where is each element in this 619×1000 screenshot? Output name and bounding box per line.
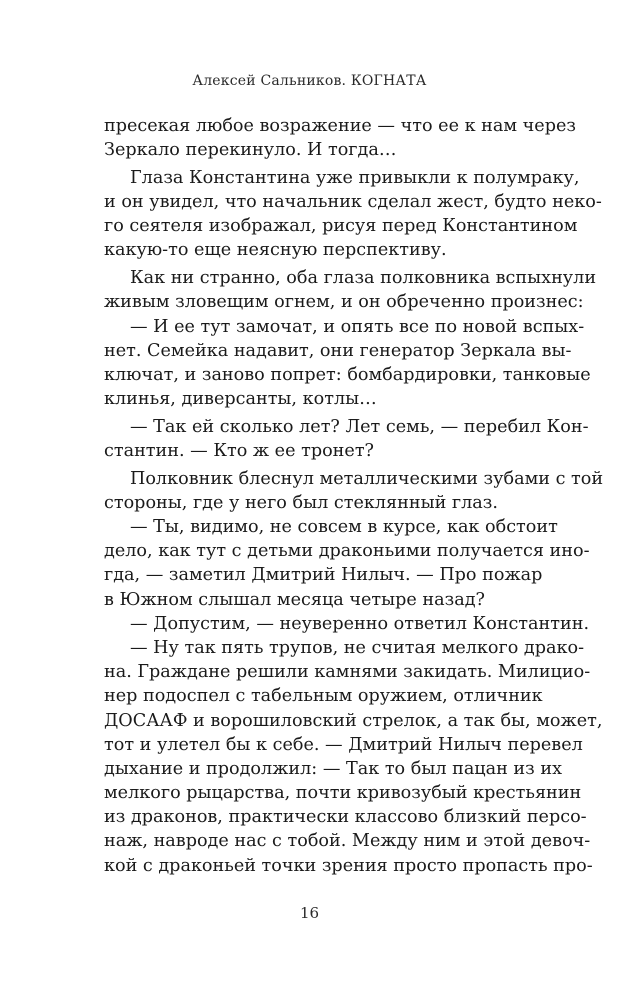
text-line: нер подоспел с табельным оружием, отличник xyxy=(104,686,543,707)
text-line: — Ну так пять трупов, не считая мелкого драко- xyxy=(130,637,585,658)
text-line: стороны, где у него был стеклянный глаз. xyxy=(104,492,498,513)
text-line: в Южном слышал месяца четыре назад? xyxy=(104,589,485,610)
text-line: кой с драконьей точки зрения просто пропасть про- xyxy=(104,855,593,876)
text-line: Полковник блеснул металлическими зубами с той xyxy=(130,468,604,489)
text-line: ДОСААФ и ворошиловский стрелок, а так бы, может, xyxy=(104,710,603,731)
text-line: нет. Семейка надавит, они генератор Зеркала вы- xyxy=(104,340,572,361)
body-text xyxy=(104,114,604,878)
text-line: Зеркало перекинуло. И тогда… xyxy=(104,140,397,161)
text-line: из драконов, практически классово близкий персо- xyxy=(104,807,587,828)
text-line: гда, — заметил Дмитрий Нилыч. — Про пожар xyxy=(104,565,543,586)
text-line: Как ни странно, оба глаза полковника вспыхнули xyxy=(130,268,597,289)
text-line: Глаза Константина уже привыкли к полумраку, xyxy=(130,167,580,188)
text-line: наж, навроде нас с тобой. Между ним и этой девоч- xyxy=(104,831,591,852)
text-line: — И ее тут замочат, и опять все по новой вспых- xyxy=(130,316,585,337)
text-line: и он увидел, что начальник сделал жест, будто неко- xyxy=(104,192,602,213)
text-line: клинья, диверсанты, котлы… xyxy=(104,389,377,410)
text-line: дело, как тут с детьми драконьими получается ино- xyxy=(104,541,590,562)
text-line: дыхание и продолжил: — Так то был пацан из их xyxy=(104,758,562,779)
text-line: го сеятеля изображал, рисуя перед Константином xyxy=(104,216,578,237)
text-line: пресекая любое возражение — что ее к нам через xyxy=(104,116,576,136)
text-line: тот и улетел бы к себе. — Дмитрий Нилыч перевел xyxy=(104,734,583,755)
page-number: 16 xyxy=(299,904,320,922)
text-line: какую-то еще неясную перспективу. xyxy=(104,240,447,261)
text-line: живым зловещим огнем, и он обреченно произнес: xyxy=(104,292,584,313)
text-line: — Допустим, — неуверенно ответил Константин. xyxy=(130,613,590,634)
text-line: стантин. — Кто ж ее тронет? xyxy=(104,440,374,461)
text-line: ключат, и заново попрет: бомбардировки, танковые xyxy=(104,364,591,385)
text-line: — Так ей сколько лет? Лет семь, — перебил Кон- xyxy=(130,416,589,437)
text-line: на. Граждане решили камнями закидать. Милицио- xyxy=(104,662,591,683)
running-title: Алексей Сальников. КОГНАТА xyxy=(192,73,427,89)
text-line: мелкого рыцарства, почти кривозубый крестьянин xyxy=(104,783,582,804)
text-line: — Ты, видимо, не совсем в курсе, как обстоит xyxy=(130,517,558,537)
